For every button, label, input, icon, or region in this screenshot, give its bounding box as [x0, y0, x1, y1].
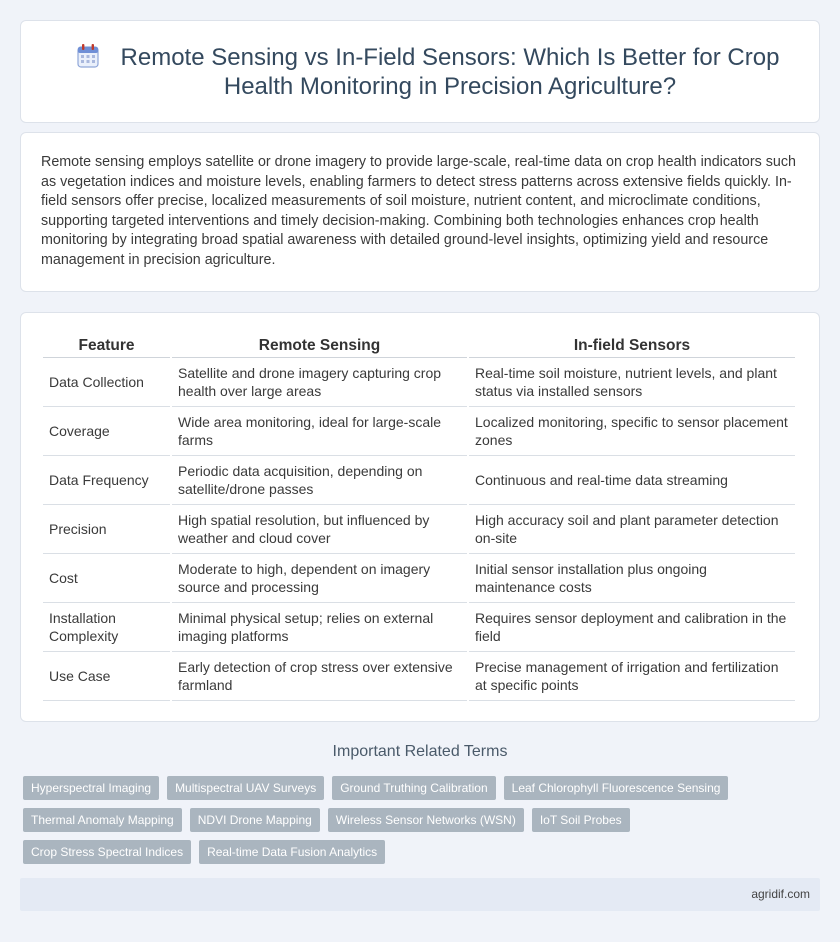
cell-remote-sensing: Satellite and drone imagery capturing crop health over large areas [172, 358, 467, 407]
cell-remote-sensing: Wide area monitoring, ideal for large-scale farms [172, 407, 467, 456]
cell-in-field-sensors: Real-time soil moisture, nutrient levels, and plant status via installed sensors [469, 358, 795, 407]
related-term-tag[interactable]: Crop Stress Spectral Indices [23, 840, 191, 864]
table-row [43, 358, 795, 407]
table-row [43, 456, 795, 505]
related-term-tag[interactable]: Leaf Chlorophyll Fluorescence Sensing [504, 776, 729, 800]
related-term-tag[interactable]: Wireless Sensor Networks (WSN) [328, 808, 524, 832]
header-feature: Feature [43, 335, 170, 358]
footer [20, 878, 820, 911]
cell-feature: Cost [43, 554, 170, 603]
title-card [20, 20, 820, 123]
cell-feature: Data Frequency [43, 456, 170, 505]
cell-remote-sensing: Moderate to high, dependent on imagery source and processing [172, 554, 467, 603]
related-term-tag[interactable]: IoT Soil Probes [532, 808, 630, 832]
related-term-tag[interactable]: NDVI Drone Mapping [190, 808, 320, 832]
cell-feature: Use Case [43, 652, 170, 701]
table-row [43, 505, 795, 554]
comparison-table-card [20, 312, 820, 722]
cell-feature: Installation Complexity [43, 603, 170, 652]
table-row [43, 603, 795, 652]
cell-in-field-sensors: Localized monitoring, specific to sensor placement zones [469, 407, 795, 456]
cell-feature: Precision [43, 505, 170, 554]
table-row [43, 554, 795, 603]
comparison-table [41, 335, 797, 701]
cell-feature: Data Collection [43, 358, 170, 407]
related-term-tag[interactable]: Multispectral UAV Surveys [167, 776, 324, 800]
table-row [43, 407, 795, 456]
related-term-tag[interactable]: Real-time Data Fusion Analytics [199, 840, 385, 864]
cell-in-field-sensors: Precise management of irrigation and fertilization at specific points [469, 652, 795, 701]
cell-remote-sensing: High spatial resolution, but influenced by weather and cloud cover [172, 505, 467, 554]
header-remote-sensing: Remote Sensing [172, 335, 467, 358]
table-row [43, 652, 795, 701]
header-in-field-sensors: In-field Sensors [469, 335, 795, 358]
related-term-tag[interactable]: Hyperspectral Imaging [23, 776, 159, 800]
cell-remote-sensing: Minimal physical setup; relies on external imaging platforms [172, 603, 467, 652]
cell-remote-sensing: Early detection of crop stress over extensive farmland [172, 652, 467, 701]
related-term-tag[interactable]: Ground Truthing Calibration [332, 776, 495, 800]
page-title: Remote Sensing vs In-Field Sensors: Which Is Better for Crop Health Monitoring in Precision Agriculture? [120, 44, 780, 100]
summary-text: Remote sensing employs satellite or drone imagery to provide large-scale, real-time data on crop health indicators such as vegetation indices and moisture levels, enabling farmers to detect stress patterns across extensive fields quickly. In-field sensors offer precise, localized measurements of soil moisture, nutrient content, and microclimate conditions, supporting targeted interventions and timely decision-making. Combining both technologies enhances crop health monitoring by integrating broad spatial awareness with detailed ground-level insights, optimizing yield and resource management in precision agriculture. [41, 154, 796, 268]
cell-in-field-sensors: Initial sensor installation plus ongoing maintenance costs [469, 554, 795, 603]
footer-site-link[interactable]: agridif.com [751, 887, 810, 901]
cell-in-field-sensors: Continuous and real-time data streaming [469, 456, 795, 505]
related-terms-heading: Important Related Terms [332, 743, 508, 760]
cell-remote-sensing: Periodic data acquisition, depending on satellite/drone passes [172, 456, 467, 505]
related-term-tag[interactable]: Thermal Anomaly Mapping [23, 808, 182, 832]
cell-in-field-sensors: High accuracy soil and plant parameter detection on-site [469, 505, 795, 554]
related-terms-list [23, 776, 803, 864]
table-header-row [43, 335, 795, 358]
cell-in-field-sensors: Requires sensor deployment and calibration in the field [469, 603, 795, 652]
summary-card [20, 132, 820, 292]
cell-feature: Coverage [43, 407, 170, 456]
